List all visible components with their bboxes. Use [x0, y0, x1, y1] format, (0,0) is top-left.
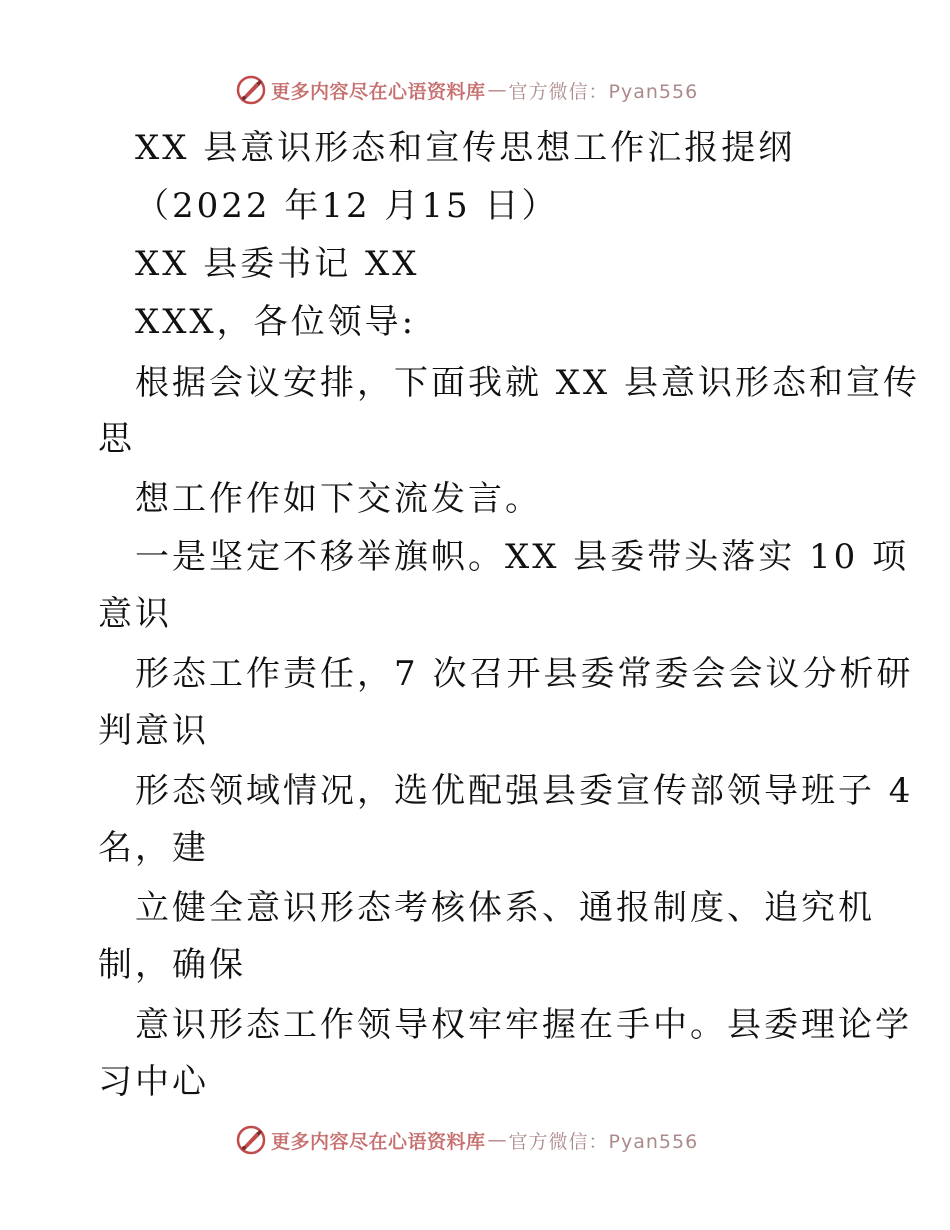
- body-line: 名，建: [98, 828, 209, 868]
- body-line: 习中心: [98, 1062, 209, 1102]
- watermark-main-text: 更多内容尽在心语资料库: [271, 80, 486, 103]
- document-salutation: XXX，各位领导:: [135, 302, 417, 342]
- body-line: 判意识: [98, 711, 209, 751]
- body-line: 形态领域情况，选优配强县委宣传部领导班子 4: [135, 771, 914, 811]
- document-title: XX 县意识形态和宣传思想工作汇报提纲: [135, 128, 796, 168]
- pen-logo-icon: [235, 1124, 267, 1156]
- watermark-banner-top: [235, 73, 698, 107]
- document-date: （2022 年12 月15 日）: [135, 186, 559, 226]
- body-line: 意识: [98, 594, 172, 634]
- body-line: 根据会议安排，下面我就 XX 县意识形态和宣传: [135, 363, 921, 403]
- body-line: 想工作作如下交流发言。: [135, 479, 542, 519]
- watermark-contact-text: 官方微信：Pyan556: [508, 80, 699, 103]
- watermark-main-text: 更多内容尽在心语资料库: [271, 1130, 486, 1153]
- body-line: 思: [98, 419, 135, 459]
- pen-logo-icon: [235, 74, 267, 106]
- watermark-separator: —: [487, 79, 507, 101]
- body-line: 制，确保: [98, 945, 246, 985]
- body-line: 形态工作责任，7 次召开县委常委会会议分析研: [135, 654, 914, 694]
- body-line: 意识形态工作领导权牢牢握在手中。县委理论学: [135, 1005, 912, 1045]
- watermark-separator: —: [487, 1129, 507, 1151]
- body-line: 立健全意识形态考核体系、通报制度、追究机: [135, 888, 875, 928]
- document-author: XX 县委书记 XX: [135, 244, 420, 284]
- body-line: 一是坚定不移举旗帜。XX 县委带头落实 10 项: [135, 537, 910, 577]
- watermark-banner-bottom: [235, 1123, 698, 1157]
- watermark-contact-text: 官方微信：Pyan556: [508, 1130, 699, 1153]
